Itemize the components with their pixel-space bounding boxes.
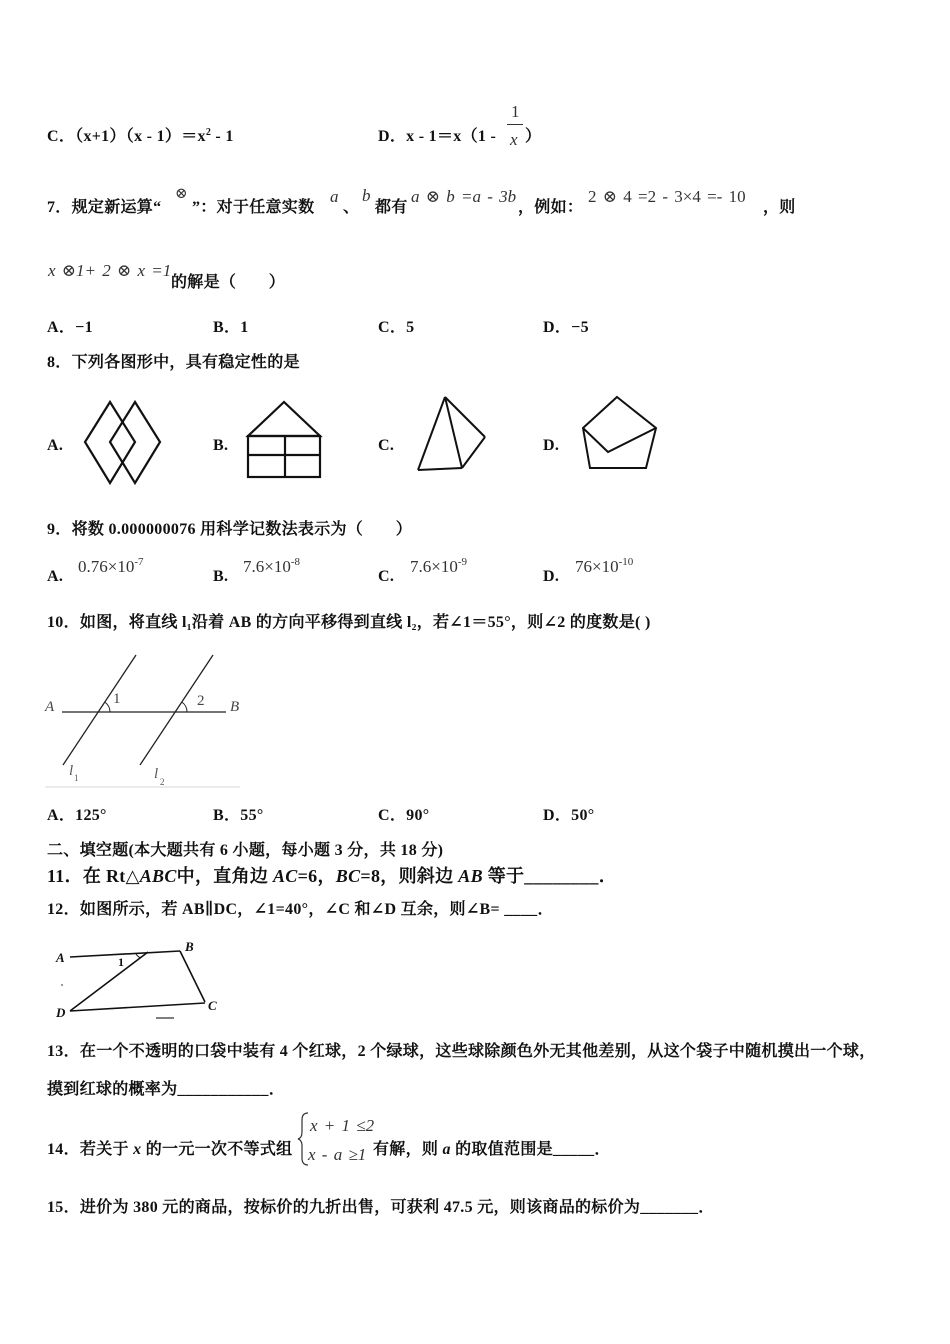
house-grid-figure [243,397,325,483]
q9-option-a-value [78,558,144,575]
fraction-bar [507,124,523,125]
option-label: C． [47,128,76,145]
q7-option-c [378,320,414,336]
q9-option-d-label: D. [543,568,560,585]
q8-option-b-label: B. [213,437,229,454]
option-value: 90° [406,807,430,824]
mantissa: 0.76×10 [78,557,135,576]
line-ab [70,951,180,957]
point-a-label: A [45,699,55,715]
q13-line-1: 13．在一个不透明的口袋中装有 4 个红球，2 个绿球，这些球除颜色外无其他差别，从这个袋子中随机摸出一个球， [47,1043,876,1060]
line-l2 [140,655,213,765]
q13-line-2: 摸到红球的概率为___________． [47,1081,286,1098]
q9-option-b-value [243,558,300,575]
q7-option-d [543,320,589,336]
point-b-label: B [185,939,194,954]
q6-option-d-tail: ） [525,128,542,145]
line-l1-subscript: 1 [74,773,79,783]
q10-option-d [543,808,594,824]
exponent: -10 [618,556,634,568]
q7-definition: a ⊗ b =a - 3b [411,187,517,206]
option-expression-tail: - 1 [211,128,234,145]
q14-text: 有解，则 [373,1141,443,1158]
q10-option-c [378,808,429,824]
q7-then: ，则 [763,199,796,216]
q8-option-d-label: D. [543,437,560,454]
q7-example: 2 ⊗ 4 =2 - 3×4 =- 10 [588,187,746,206]
option-value: 55° [240,807,264,824]
q11-text: 中，直角边 [176,866,273,886]
q12-stem: 12．如图所示，若 AB∥DC，∠1=40°，∠C 和∠D 互余，则∠B= ____． [47,901,554,918]
q8-option-c-label: C. [378,437,395,454]
q7-example-label: ，例如： [518,199,584,216]
q8-option-a-label: A. [47,437,64,454]
mantissa: 7.6×10 [243,557,291,576]
q6-option-d [378,129,496,145]
option-value: 125° [75,807,107,824]
q7-option-b [213,320,249,336]
q11-text: 11．在 Rt△ [47,866,140,886]
q9-option-c-value [410,558,467,575]
q11-side-ab: AB [458,866,483,886]
point-b-label: B [230,699,240,715]
option-value: 50° [571,807,595,824]
option-label: C． [378,319,407,336]
q7-option-a [47,320,93,336]
option-expression: （x+1）（x - 1）＝x [75,128,206,145]
variable-b: b [362,186,371,205]
q10-option-a [47,808,107,824]
q7-lead: 7．规定新运算“ [47,199,162,216]
q9-option-b-label: B. [213,568,229,585]
option-value: −1 [75,319,93,336]
roof-triangle [248,402,320,436]
pyramid-edge [462,437,485,468]
q15-stem: 15．进价为 380 元的商品，按标价的九折出售，可获利 47.5 元，则该商品的标价为_______． [47,1199,715,1216]
angle-1-arc [136,954,141,958]
q6-option-c [47,129,234,145]
exponent: -9 [457,556,468,568]
q11-text: 等于________． [482,866,617,886]
q14-text: 的取值范围是_____． [450,1141,611,1158]
q11-side-ac: AC [272,866,298,886]
line-l2-subscript: 2 [160,777,165,787]
q7-equation: x ⊗1+ 2 ⊗ x =1 [48,261,172,280]
q9-stem: 9．将数 0.000000076 用科学记数法表示为（ ） [47,521,413,538]
q7-text: ”：对于任意实数 [192,199,315,216]
q7-text-have: 都有 [375,199,408,216]
pyramid-figure [412,392,492,476]
q9-option-c-label: C. [378,568,395,585]
q11-text: =6， [297,866,336,886]
variable-x: x [133,1141,142,1158]
fraction-denominator: x [510,130,518,149]
q10-option-b [213,808,264,824]
line-l1-label: l [69,763,74,779]
point-d-label: D [56,1005,66,1020]
inequality-2: x - a ≥1 [308,1145,367,1164]
exponent: 2 [205,127,212,138]
q9-option-a-label: A. [47,568,64,585]
exponent: -8 [290,556,301,568]
point-c-label: C [208,998,217,1013]
q9-option-d-value [575,558,633,575]
diagonal-line [70,952,148,1011]
option-label: A． [47,807,76,824]
parallel-lines-figure [42,650,247,792]
option-label: B． [213,319,241,336]
option-value: −5 [571,319,589,336]
angle-2-label: 2 [197,693,205,709]
q11-text: =8，则斜边 [360,866,459,886]
q14-text: 的一元一次不等式组 [141,1141,293,1158]
exponent: -7 [134,556,144,568]
q14-stem-end [373,1142,611,1158]
pyramid-edge [418,468,462,470]
trapezoid-figure [50,936,230,1026]
otimes-symbol: ⊗ [175,186,188,202]
option-value: 1 [240,319,249,336]
line-l2-label: l [154,766,159,782]
pyramid-edge [445,397,485,437]
point-a-label: A [56,950,65,965]
angle-2-arc [182,702,187,712]
mantissa: 7.6×10 [410,557,458,576]
option-label: B． [213,807,241,824]
option-label: A． [47,319,76,336]
variable-a: a [330,187,339,206]
q11-stem [47,867,617,885]
q14-stem-start [47,1142,292,1158]
line-l1 [63,655,136,765]
pentagon-envelope-figure [578,392,662,474]
angle-1-arc [105,702,110,712]
option-value: 5 [406,319,415,336]
option-label: D． [543,807,572,824]
variable-a: a [442,1141,451,1158]
angle-1-label: 1 [118,955,124,969]
line-dc [70,1003,205,1011]
q10-stem: 10．如图，将直线 l₁沿着 AB 的方向平移得到直线 l₂，若∠1＝55°，则∠2 的度数是( ) [47,614,651,631]
q8-stem: 8．下列各图形中，具有稳定性的是 [47,354,300,371]
option-expression: x - 1＝x（1 - [406,128,497,145]
option-label: C． [378,807,407,824]
inequality-1: x + 1 ≤2 [310,1116,375,1135]
two-overlapping-diamonds-figure [80,395,166,490]
pyramid-edge [445,397,462,468]
angle-1-label: 1 [113,691,121,707]
dot-mark [61,984,63,986]
section-2-title: 二、填空题(本大题共有 6 小题，每小题 3 分，共 18 分) [47,842,444,859]
pyramid-edge [418,397,445,470]
envelope-fold [583,428,656,452]
q14-text: 14．若关于 [47,1141,134,1158]
mantissa: 76×10 [575,557,619,576]
q7-question: 的解是（ ） [171,274,286,291]
q11-side-bc: BC [335,866,361,886]
fraction-numerator: 1 [511,102,520,121]
line-bc [180,951,205,1002]
q7-separator: 、 [343,199,360,216]
q11-triangle-abc: ABC [139,866,177,886]
option-label: D． [378,128,407,145]
option-label: D． [543,319,572,336]
